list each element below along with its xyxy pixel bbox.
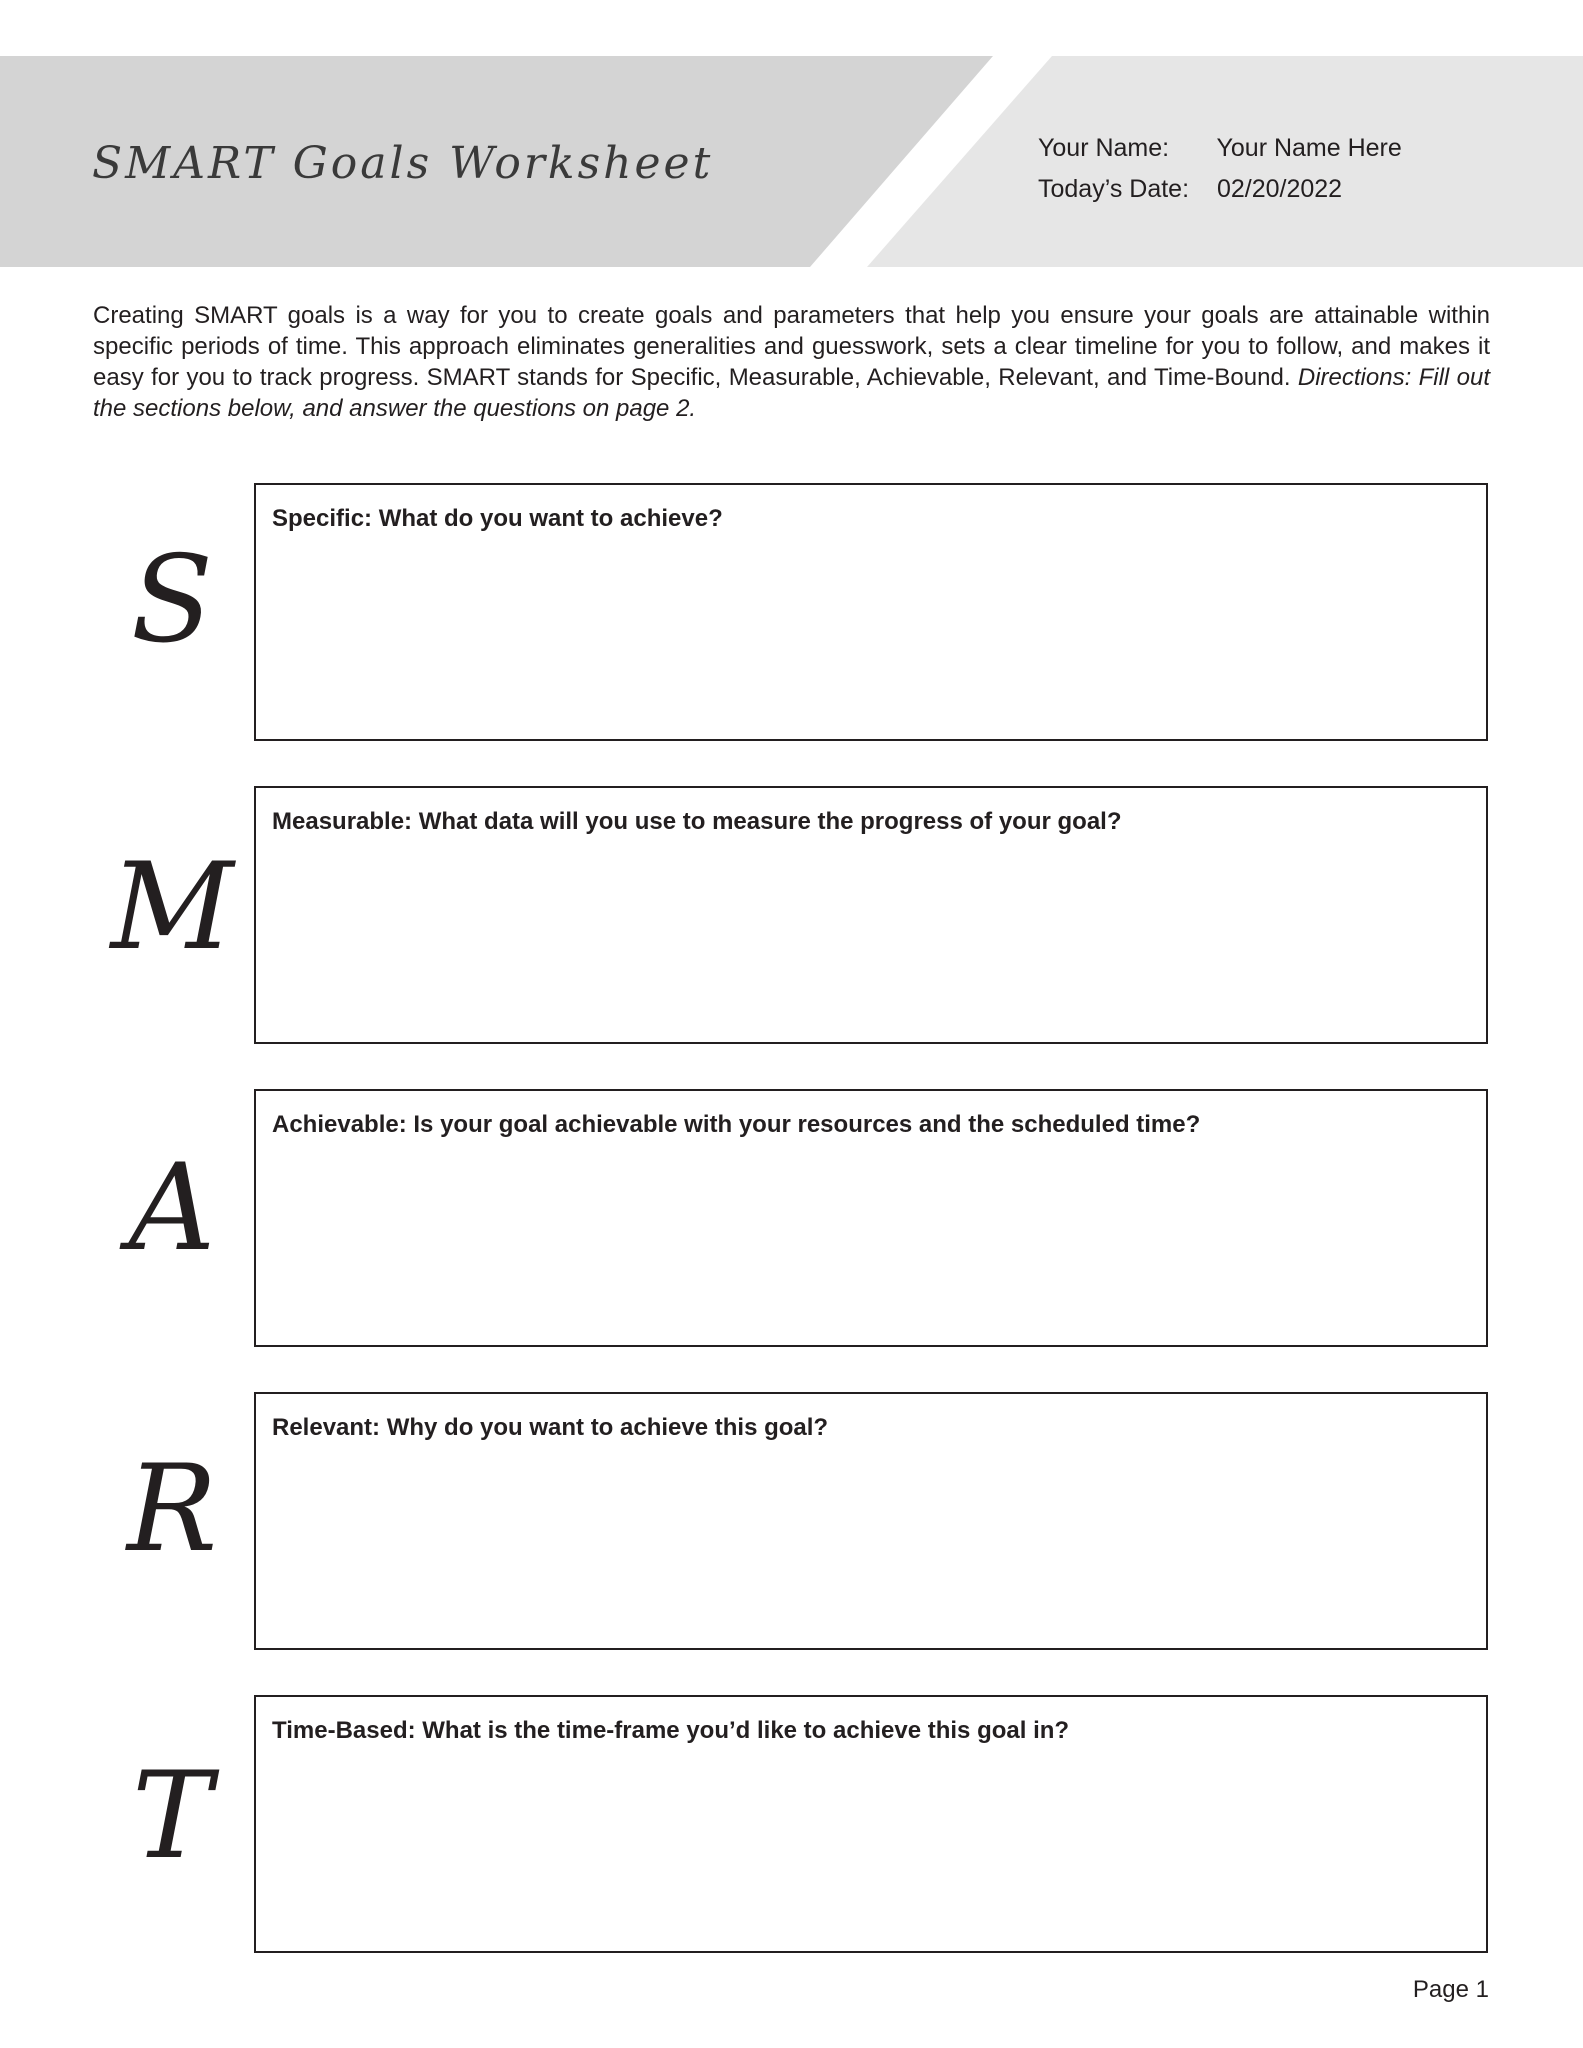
section-letter: T (131, 1747, 213, 1886)
name-label: Your Name: (1038, 134, 1170, 162)
date-row (1038, 175, 1342, 204)
section-question: Time-Based: What is the time-frame you’d like to achieve this goal in? (272, 1717, 1070, 1744)
section-achievable (0, 1089, 1583, 1351)
section-letter: A (128, 1139, 216, 1278)
section-letter: M (110, 838, 234, 977)
section-question: Measurable: What data will you use to measure the progress of your goal? (272, 808, 1122, 835)
intro-text: Creating SMART goals is a way for you to create goals and parameters that help you ensure your goals are attainable within specific periods of time. This approach eliminates generalities and guesswork, sets a clear timeline for you to follow, and makes it easy for you to track progress. SMART stands for Specific, Measurable, Achievable, Relevant, and Time-Bound. (93, 302, 1490, 391)
section-letter: S (130, 531, 214, 670)
answer-box-time-based[interactable] (254, 1695, 1488, 1953)
name-row (1038, 134, 1402, 163)
answer-box-specific[interactable] (254, 483, 1488, 741)
section-question: Relevant: Why do you want to achieve this goal? (272, 1414, 829, 1441)
page-number: Page 1 (1412, 1976, 1489, 2003)
section-relevant (0, 1392, 1583, 1654)
section-question: Specific: What do you want to achieve? (272, 505, 723, 532)
section-specific (0, 483, 1583, 745)
answer-box-measurable[interactable] (254, 786, 1488, 1044)
section-question: Achievable: Is your goal achievable with your resources and the scheduled time? (272, 1111, 1201, 1138)
section-letter: R (126, 1440, 218, 1579)
date-field[interactable]: 02/20/2022 (1216, 175, 1343, 203)
answer-box-achievable[interactable] (254, 1089, 1488, 1347)
section-measurable (0, 786, 1583, 1048)
worksheet-title: SMART Goals Worksheet (92, 138, 714, 189)
directions-text: Directions: Fill out the sections below, and answer the questions on page 2. (93, 364, 1490, 422)
intro-paragraph (93, 300, 1490, 424)
name-field[interactable]: Your Name Here (1216, 134, 1402, 162)
section-time-based (0, 1695, 1583, 1957)
date-label: Today’s Date: (1038, 175, 1190, 203)
answer-box-relevant[interactable] (254, 1392, 1488, 1650)
